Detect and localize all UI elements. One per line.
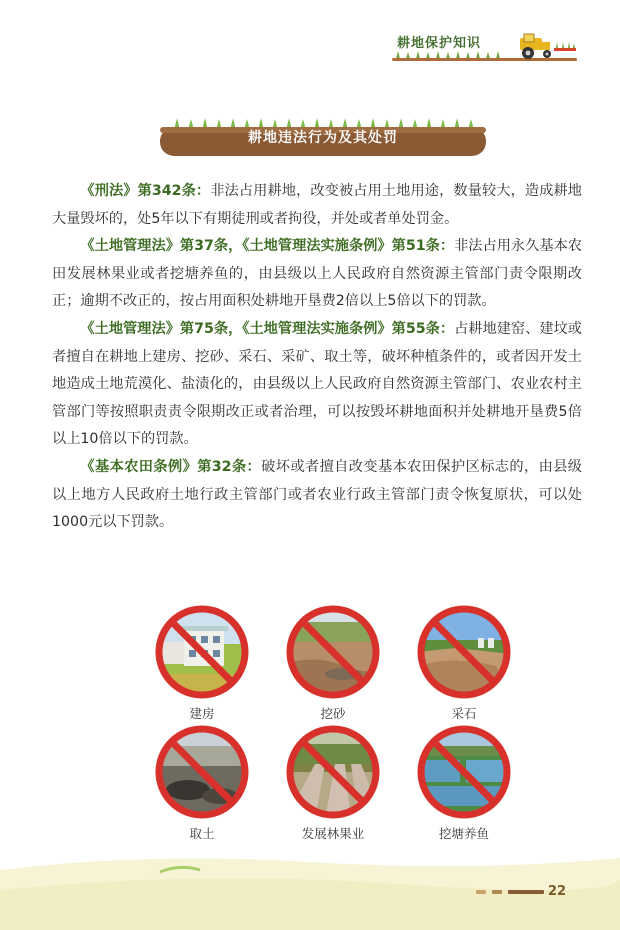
- figure-caption: 发展林果业: [301, 826, 365, 841]
- series-title: 耕地保护知识: [397, 36, 482, 51]
- footer-dash: [508, 890, 544, 894]
- no-building-house-icon: [154, 604, 250, 700]
- law-text: 破坏或者擅自改变基本农田保护区标志的，由县级以上地方人民政府土地行政主管部门或者农业行政主管部门责令恢复原状，可以处1000元以下罚款。: [52, 458, 582, 531]
- figure-caption: 建房: [189, 706, 215, 721]
- law-citation: 《土地管理法》第75条，《土地管理法实施条例》第55条：: [80, 320, 455, 337]
- law-paragraph: [52, 454, 582, 537]
- figure-orchard: [278, 724, 388, 842]
- figure-quarrying: [409, 604, 519, 722]
- footer-dash: [492, 890, 502, 894]
- law-text: 占耕地建窑、建坟或者擅自在耕地上建房、挖砂、采石、采矿、取土等，破坏种植条件的，或者因开发土地造成土地荒漠化、盐渍化的，由县级以上人民政府自然资源主管部门、农业农村主管部门等按照职责责令限期改正或者治理，可以按毁坏耕地面积并处耕地开垦费5倍以上10倍以下的罚款。: [52, 320, 582, 448]
- law-paragraph: [52, 316, 582, 454]
- figure-fish-pond: [409, 724, 519, 842]
- law-text: 非法占用永久基本农田发展林果业或者挖塘养鱼的，由县级以上人民政府自然资源主管部门责令限期改正；逾期不改正的，按占用面积处耕地开垦费2倍以上5倍以下的罚款。: [52, 238, 582, 310]
- footer-dash: [476, 890, 486, 894]
- page-number: 22: [548, 884, 567, 899]
- no-quarrying-icon: [416, 604, 512, 700]
- law-citation: 《刑法》第342条：: [80, 183, 211, 199]
- figure-caption: 挖塘养鱼: [438, 826, 489, 841]
- figure-caption: 挖砂: [320, 706, 346, 721]
- tractor-icon: [510, 32, 578, 60]
- law-citation: 《基本农田条例》第32条：: [80, 458, 262, 475]
- no-soil-removal-icon: [154, 724, 250, 820]
- section-title: 耕地违法行为及其处罚: [248, 130, 398, 146]
- figure-building: [147, 604, 257, 722]
- figure-caption: 取土: [189, 826, 215, 841]
- no-orchard-icon: [285, 724, 381, 820]
- figure-caption: 采石: [451, 706, 477, 721]
- law-article: [52, 178, 582, 537]
- law-paragraph: [52, 178, 582, 233]
- figure-soil-removal: [147, 724, 257, 842]
- law-text: 非法占用耕地，改变被占用土地用途，数量较大，造成耕地大量毁坏的，处5年以下有期徒刑或者拘役，并处或者单处罚金。: [52, 183, 582, 227]
- no-fish-pond-icon: [416, 724, 512, 820]
- law-paragraph: [52, 233, 582, 316]
- figure-digging-sand: [278, 604, 388, 722]
- law-citation: 《土地管理法》第37条，《土地管理法实施条例》第51条：: [80, 238, 455, 255]
- no-digging-sand-icon: [285, 604, 381, 700]
